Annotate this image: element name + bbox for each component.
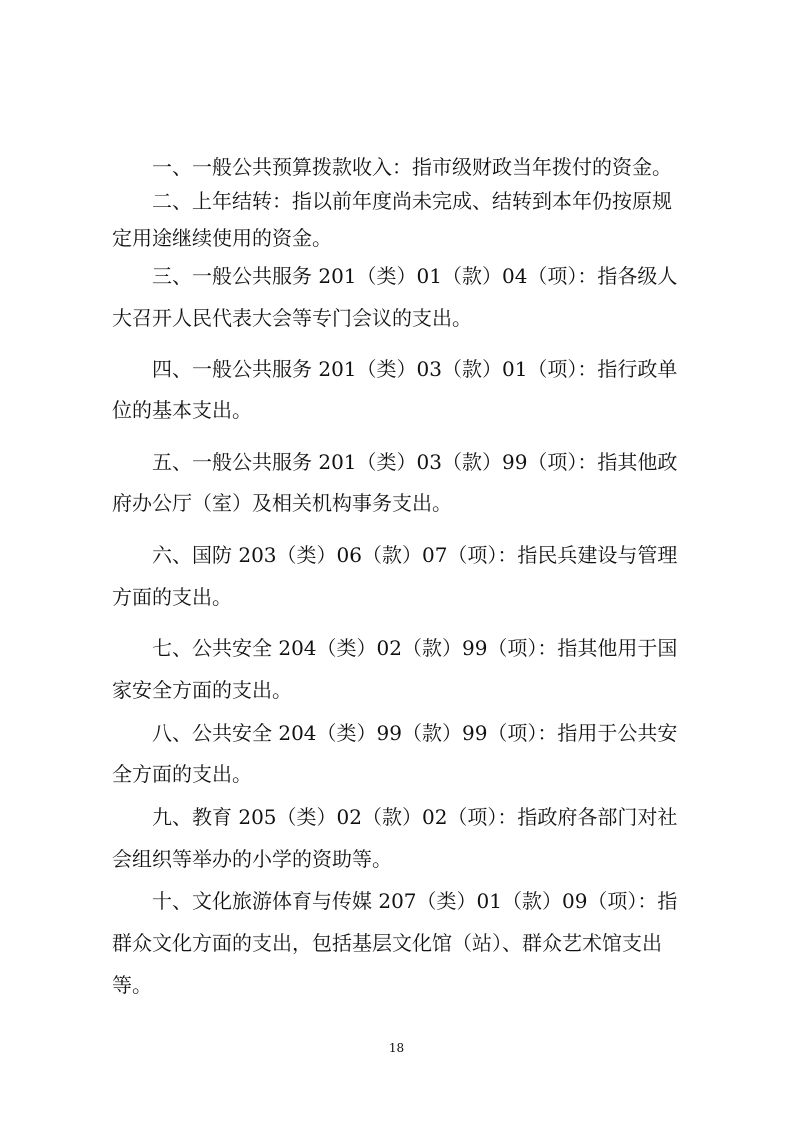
text-line: 五、一般公共服务 201（类）03（款）99（项）：指其他政 xyxy=(152,450,678,474)
text-line: 府办公厅（室）及相关机构事务支出。 xyxy=(112,491,452,515)
text-line: 家安全方面的支出。 xyxy=(112,678,292,702)
text-line: 位的基本支出。 xyxy=(112,398,252,422)
text-line: 三、一般公共服务 201（类）01（款）04（项）：指各级人 xyxy=(152,264,678,288)
text-line: 四、一般公共服务 201（类）03（款）01（项）：指行政单 xyxy=(152,357,678,381)
text-line: 群众文化方面的支出，包括基层文化馆（站）、群众艺术馆支出 xyxy=(112,931,662,955)
text-line: 二、上年结转：指以前年度尚未完成、结转到本年仍按原规 xyxy=(152,189,672,213)
text-line: 七、公共安全 204（类）02（款）99（项）：指其他用于国 xyxy=(152,636,678,660)
page-number: 18 xyxy=(388,1041,405,1055)
text-line: 定用途继续使用的资金。 xyxy=(112,226,332,250)
text-line: 六、国防 203（类）06（款）07（项）：指民兵建设与管理 xyxy=(152,543,678,567)
text-line: 会组织等举办的小学的资助等。 xyxy=(112,847,392,871)
text-line: 十、文化旅游体育与传媒 207（类）01（款）09（项）：指 xyxy=(152,889,678,913)
text-line: 等。 xyxy=(112,973,152,997)
text-line: 九、教育 205（类）02（款）02（项）：指政府各部门对社 xyxy=(152,805,678,829)
text-line: 大召开人民代表大会等专门会议的支出。 xyxy=(112,306,472,330)
text-line: 八、公共安全 204（类）99（款）99（项）：指用于公共安 xyxy=(152,721,678,745)
text-line: 一、一般公共预算拨款收入：指市级财政当年拨付的资金。 xyxy=(152,155,672,179)
text-line: 方面的支出。 xyxy=(112,585,232,609)
text-line: 全方面的支出。 xyxy=(112,762,252,786)
